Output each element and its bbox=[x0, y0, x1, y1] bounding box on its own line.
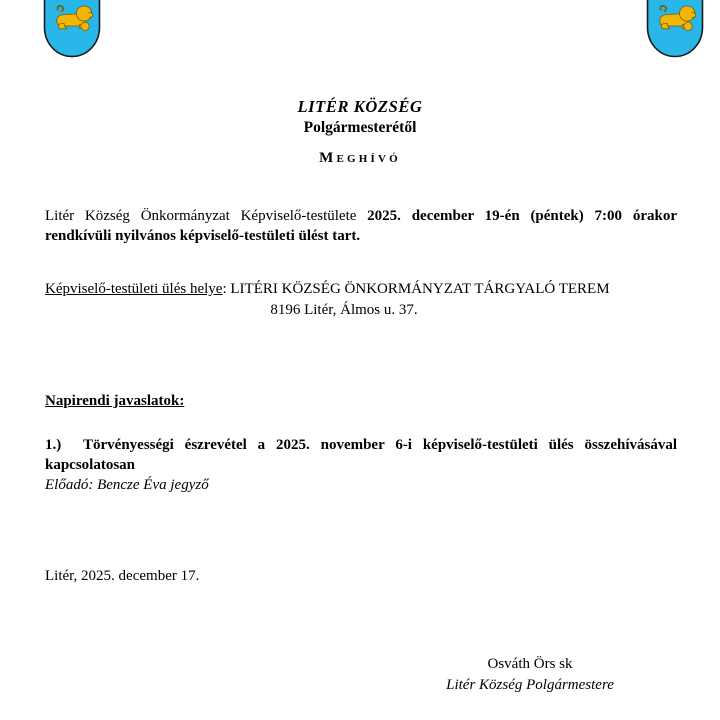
venue-address: 8196 Litér, Álmos u. 37. bbox=[270, 302, 418, 319]
document-header bbox=[0, 96, 720, 168]
place-and-date: Litér, 2025. december 17. bbox=[45, 567, 200, 584]
coat-of-arms-right bbox=[646, 0, 704, 58]
coat-of-arms-icon bbox=[646, 0, 704, 58]
document-type-title: Meghívó bbox=[319, 149, 401, 166]
agenda-item bbox=[45, 435, 677, 476]
agenda-item-presenter: Előadó: Bencze Éva jegyző bbox=[45, 477, 209, 494]
coat-of-arms-left bbox=[43, 0, 101, 58]
organization-name: LITÉR KÖZSÉG bbox=[297, 97, 423, 116]
signature-block bbox=[380, 655, 680, 696]
signatory-title: Litér Község Polgármestere bbox=[446, 676, 614, 693]
organization-role: Polgármesterétől bbox=[303, 119, 417, 137]
venue-line bbox=[45, 279, 677, 299]
convocation-paragraph bbox=[45, 206, 677, 247]
convocation-lead: Litér Község Önkormányzat Képviselő-testülete bbox=[45, 208, 368, 224]
coat-of-arms-icon bbox=[43, 0, 101, 58]
venue-name: LITÉRI KÖZSÉG ÖNKORMÁNYZAT TÁRGYALÓ TEREM bbox=[226, 280, 610, 297]
venue-block bbox=[45, 279, 677, 321]
document-body bbox=[45, 206, 677, 585]
agenda-heading: Napirendi javaslatok: bbox=[45, 392, 185, 409]
convocation-details: 2025. december 19-én (péntek) 7:00 órakor rendkívüli nyilvános képviselő-testületi ülést tart. bbox=[45, 208, 677, 245]
agenda-item-text: Törvényességi észrevétel a 2025. november 6-i képviselő-testületi ülés összehívásával kapcsolatosan bbox=[45, 436, 677, 473]
venue-label: Képviselő-testületi ülés helye bbox=[45, 280, 223, 297]
signatory-name: Osváth Örs sk bbox=[487, 656, 573, 672]
agenda-item-number: 1.) bbox=[45, 436, 62, 453]
venue-colon: : bbox=[222, 280, 227, 297]
